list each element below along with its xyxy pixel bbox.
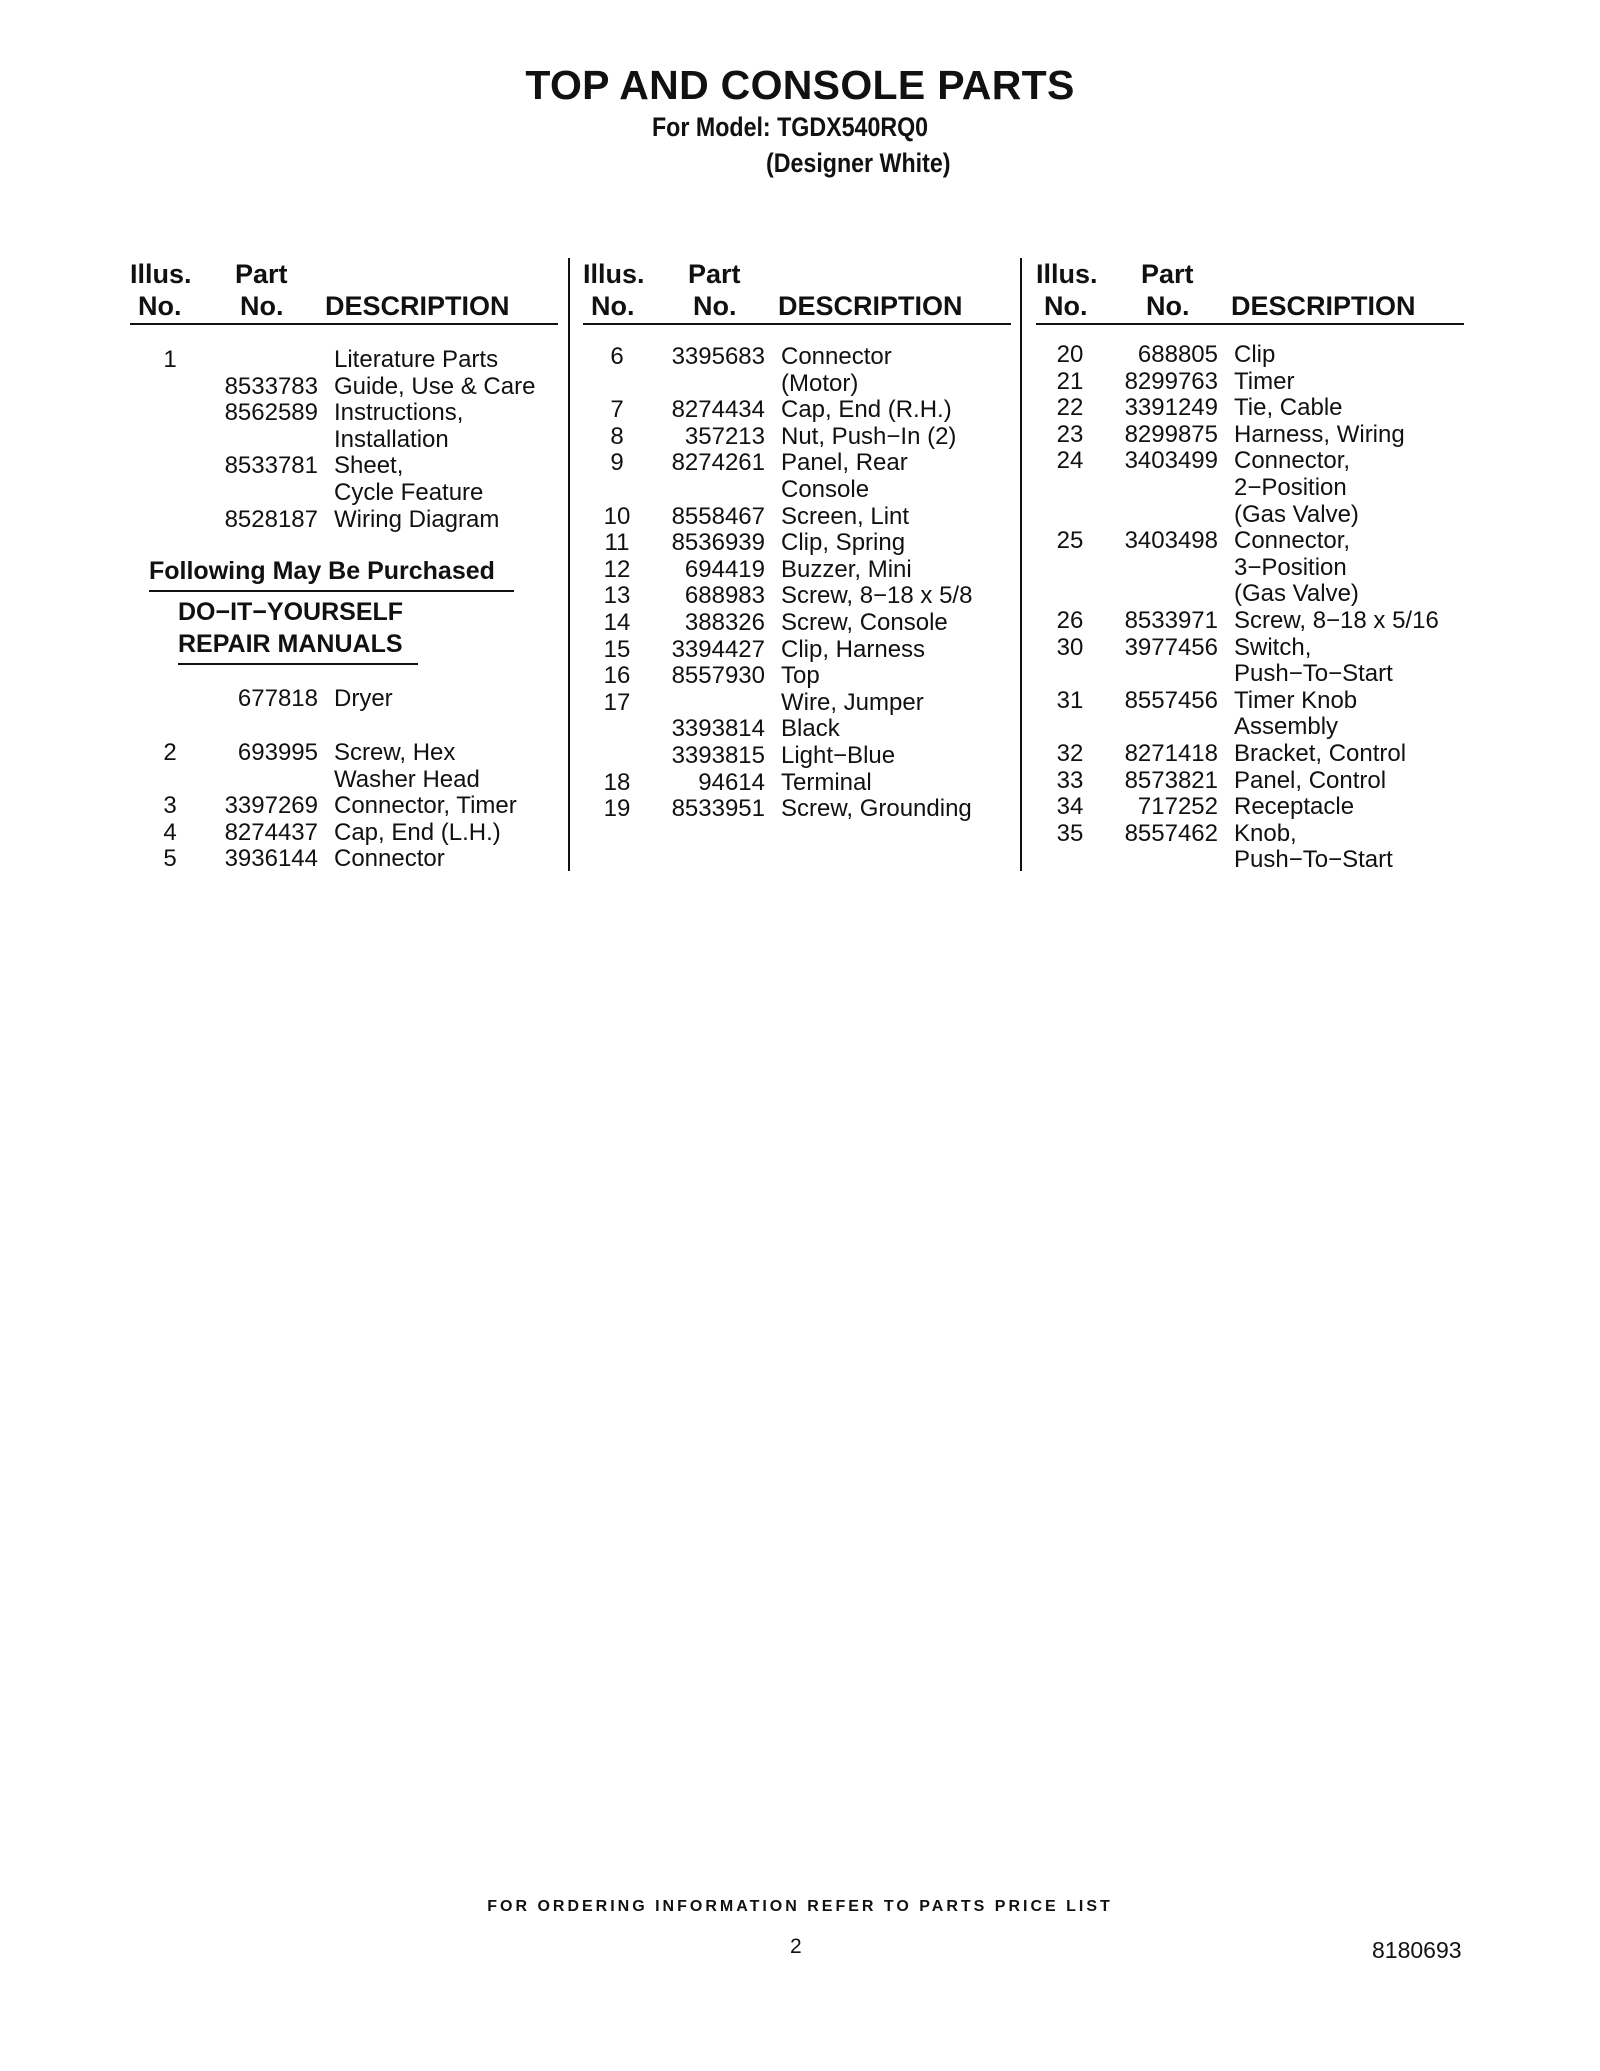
illus-header-bottom: No.	[1044, 291, 1088, 321]
column-divider	[568, 258, 570, 871]
part-description: Clip	[1234, 341, 1276, 368]
illus-number: 31	[1056, 686, 1084, 714]
part-number: 8558467	[671, 502, 765, 530]
part-number: 8299875	[1124, 420, 1218, 448]
description-header: DESCRIPTION	[1231, 291, 1416, 321]
illus-header-bottom: No.	[591, 291, 635, 321]
list-item	[1040, 714, 1460, 741]
list-item	[1040, 821, 1460, 848]
part-description: Top	[781, 662, 820, 690]
part-description: Washer Head	[334, 765, 480, 793]
part-number: 3391249	[1124, 394, 1218, 422]
list-item	[587, 424, 1007, 451]
illus-header-top: Illus.	[583, 259, 645, 289]
list-item	[140, 453, 560, 480]
part-header-bottom: No.	[240, 291, 284, 321]
list-item	[587, 690, 1007, 717]
part-description: Guide, Use & Care	[334, 372, 536, 400]
part-number: 3394427	[671, 635, 765, 663]
part-number: 8299763	[1124, 367, 1218, 395]
part-header-top: Part	[235, 259, 288, 289]
list-item	[587, 504, 1007, 531]
ordering-note: FOR ORDERING INFORMATION REFER TO PARTS PRICE LIST	[487, 1898, 1113, 1915]
column-header-2	[583, 258, 1015, 328]
list-item	[1040, 422, 1460, 449]
list-item	[1040, 688, 1460, 715]
illus-number: 3	[163, 792, 177, 820]
part-description: Connector	[334, 845, 445, 873]
list-item	[140, 820, 560, 847]
list-item	[587, 397, 1007, 424]
list-item	[140, 347, 560, 374]
part-number: 8274437	[224, 818, 318, 846]
part-description: Clip, Harness	[781, 635, 926, 663]
part-description: Clip, Spring	[781, 529, 906, 557]
list-item	[587, 770, 1007, 797]
part-description: Connector, Timer	[334, 792, 517, 820]
model-line: For Model: TGDX540RQ0	[652, 112, 929, 142]
part-description: Cap, End (R.H.)	[781, 396, 952, 424]
illus-number: 13	[603, 582, 631, 610]
list-item	[587, 371, 1007, 398]
part-description: Screen, Lint	[781, 502, 910, 530]
list-item	[587, 583, 1007, 610]
list-item	[1040, 608, 1460, 635]
list-item	[587, 637, 1007, 664]
illus-header-top: Illus.	[130, 259, 192, 289]
part-description: Wiring Diagram	[334, 505, 500, 533]
list-item	[587, 610, 1007, 637]
manuals-heading-line1: DO−IT−YOURSELF	[178, 598, 404, 626]
list-item	[140, 507, 560, 534]
list-item	[1040, 661, 1460, 688]
part-number: 94614	[698, 768, 765, 796]
illus-number: 18	[603, 768, 631, 796]
part-header-top: Part	[688, 259, 741, 289]
part-number: 8573821	[1124, 766, 1218, 794]
illus-number: 22	[1056, 394, 1084, 422]
part-number: 8533951	[671, 795, 765, 823]
part-number: 8533783	[224, 372, 318, 400]
part-description: Timer	[1234, 367, 1295, 395]
illus-header-bottom: No.	[138, 291, 182, 321]
list-item	[140, 480, 560, 507]
list-item	[1040, 475, 1460, 502]
list-item	[140, 767, 560, 794]
header-rule	[130, 323, 558, 325]
list-item	[587, 557, 1007, 584]
illus-number: 2	[163, 739, 177, 766]
list-item	[587, 743, 1007, 770]
list-item	[1040, 502, 1460, 529]
part-description: Knob,	[1234, 819, 1297, 847]
illus-number: 21	[1056, 367, 1084, 395]
illus-header-top: Illus.	[1036, 259, 1098, 289]
part-description: Receptacle	[1234, 793, 1355, 821]
list-item	[140, 427, 560, 454]
illus-number: 4	[163, 818, 177, 846]
part-description: Installation	[334, 425, 449, 453]
list-item	[587, 796, 1007, 823]
illus-number: 33	[1056, 766, 1084, 794]
illus-number: 19	[603, 795, 631, 823]
manuals-list	[140, 686, 560, 713]
description-header: DESCRIPTION	[325, 291, 510, 321]
part-description: Screw, Grounding	[781, 795, 972, 823]
part-description: Console	[781, 475, 870, 503]
part-header-bottom: No.	[1146, 291, 1190, 321]
part-number: 8562589	[224, 399, 318, 427]
list-item	[587, 663, 1007, 690]
illus-number: 35	[1056, 819, 1084, 847]
part-description: Buzzer, Mini	[781, 555, 912, 583]
part-number: 388326	[684, 608, 765, 636]
part-description: Tie, Cable	[1234, 394, 1343, 422]
part-description: Black	[781, 715, 840, 743]
illus-number: 32	[1056, 739, 1084, 767]
list-item	[587, 530, 1007, 557]
illus-number: 11	[604, 529, 630, 557]
part-description: Light−Blue	[781, 741, 896, 769]
part-number: 688983	[684, 582, 765, 610]
part-description: (Gas Valve)	[1234, 500, 1359, 528]
list-item	[1040, 342, 1460, 369]
illus-number: 23	[1056, 420, 1084, 448]
part-number: 357213	[684, 422, 765, 450]
part-description: Wire, Jumper	[781, 688, 924, 716]
part-number: 8274261	[671, 449, 765, 477]
illus-number: 10	[603, 502, 631, 530]
illus-number: 17	[603, 688, 631, 716]
illus-number: 12	[603, 555, 631, 583]
list-item	[1040, 581, 1460, 608]
list-item	[587, 477, 1007, 504]
column-header-1	[130, 258, 562, 328]
part-number: 3977456	[1124, 633, 1218, 661]
list-item	[587, 716, 1007, 743]
part-description: (Motor)	[781, 369, 859, 397]
illus-number: 5	[163, 845, 177, 873]
list-item	[140, 686, 560, 713]
color-line: (Designer White)	[766, 148, 951, 178]
list-item	[1040, 635, 1460, 662]
document-number: 8180693	[1372, 1937, 1462, 1963]
parts-list-column-3	[1040, 342, 1460, 874]
part-description: (Gas Valve)	[1234, 580, 1359, 608]
part-description: Instructions,	[334, 399, 464, 427]
list-item	[1040, 794, 1460, 821]
column-header-3	[1036, 258, 1468, 328]
list-item	[140, 374, 560, 401]
part-description: Screw, Console	[781, 608, 948, 636]
part-number: 8528187	[224, 505, 318, 533]
list-item	[140, 846, 560, 873]
part-description: Connector	[781, 343, 892, 370]
part-description: 2−Position	[1234, 473, 1347, 501]
list-item	[1040, 741, 1460, 768]
part-description: Harness, Wiring	[1234, 420, 1405, 448]
part-description: Assembly	[1234, 713, 1339, 741]
part-number: 688805	[1137, 341, 1218, 368]
part-number: 3397269	[224, 792, 318, 820]
header-rule	[1036, 323, 1464, 325]
description-header: DESCRIPTION	[778, 291, 963, 321]
part-description: Panel, Control	[1234, 766, 1387, 794]
part-number: 3403498	[1124, 527, 1218, 555]
list-item	[140, 400, 560, 427]
header-rule	[583, 323, 1011, 325]
list-item	[1040, 369, 1460, 396]
parts-list-column-1	[140, 347, 560, 533]
parts-list-column-1-lower	[140, 740, 560, 873]
manuals-heading-line2: REPAIR MANUALS	[178, 630, 403, 658]
part-description: Terminal	[781, 768, 872, 796]
part-number: 693995	[237, 739, 318, 766]
illus-number: 34	[1056, 793, 1084, 821]
list-item	[1040, 528, 1460, 555]
illus-number: 24	[1056, 447, 1084, 475]
part-number: 717252	[1137, 793, 1218, 821]
part-description: 3−Position	[1234, 553, 1347, 581]
illus-number: 9	[610, 449, 624, 477]
list-item	[140, 793, 560, 820]
part-number: 8533781	[224, 452, 318, 480]
list-item	[1040, 847, 1460, 874]
list-item	[1040, 395, 1460, 422]
part-description: Timer Knob	[1234, 686, 1358, 714]
part-description: Nut, Push−In (2)	[781, 422, 957, 450]
part-number: 8536939	[671, 529, 765, 557]
part-number: 3395683	[671, 343, 765, 370]
part-description: Connector,	[1234, 527, 1351, 555]
part-description: Sheet,	[334, 452, 404, 480]
list-item	[1040, 555, 1460, 582]
part-description: Screw, Hex	[334, 739, 456, 766]
part-description: Bracket, Control	[1234, 739, 1407, 767]
part-description: Push−To−Start	[1234, 846, 1393, 874]
page-number: 2	[790, 1935, 802, 1958]
part-description: Dryer	[334, 685, 393, 712]
purchase-heading: Following May Be Purchased	[149, 557, 495, 585]
part-number: 694419	[684, 555, 765, 583]
illus-number: 16	[603, 662, 631, 690]
part-number: 677818	[237, 685, 318, 712]
illus-number: 6	[610, 343, 624, 370]
part-description: Cycle Feature	[334, 478, 484, 506]
part-description: Screw, 8−18 x 5/16	[1234, 606, 1439, 634]
illus-number: 14	[603, 608, 631, 636]
part-number: 8533971	[1124, 606, 1218, 634]
illus-number: 1	[163, 346, 177, 373]
illus-number: 8	[610, 422, 624, 450]
part-number: 8557462	[1124, 819, 1218, 847]
part-header-bottom: No.	[693, 291, 737, 321]
part-description: Panel, Rear	[781, 449, 908, 477]
illus-number: 26	[1056, 606, 1084, 634]
part-number: 3403499	[1124, 447, 1218, 475]
part-description: Cap, End (L.H.)	[334, 818, 501, 846]
part-number: 8271418	[1124, 739, 1218, 767]
part-number: 8557456	[1124, 686, 1218, 714]
list-item	[587, 344, 1007, 371]
page-title: TOP AND CONSOLE PARTS	[525, 62, 1075, 108]
column-divider	[1020, 258, 1022, 871]
part-header-top: Part	[1141, 259, 1194, 289]
part-description: Push−To−Start	[1234, 660, 1393, 688]
part-description: Connector,	[1234, 447, 1351, 475]
illus-number: 25	[1056, 527, 1084, 555]
list-item	[1040, 768, 1460, 795]
part-description: Screw, 8−18 x 5/8	[781, 582, 973, 610]
illus-number: 15	[603, 635, 631, 663]
part-number: 3936144	[224, 845, 318, 873]
illus-number: 7	[610, 396, 624, 424]
part-number: 8274434	[671, 396, 765, 424]
part-description: Literature Parts	[334, 346, 499, 373]
manuals-heading-underline	[178, 663, 418, 665]
parts-list-column-2	[587, 344, 1007, 823]
part-number: 3393815	[671, 741, 765, 769]
part-number: 8557930	[671, 662, 765, 690]
list-item	[587, 450, 1007, 477]
purchase-heading-underline	[149, 590, 514, 592]
illus-number: 30	[1056, 633, 1084, 661]
list-item	[1040, 448, 1460, 475]
illus-number: 20	[1056, 341, 1084, 368]
part-description: Switch,	[1234, 633, 1312, 661]
list-item	[140, 740, 560, 767]
part-number: 3393814	[671, 715, 765, 743]
